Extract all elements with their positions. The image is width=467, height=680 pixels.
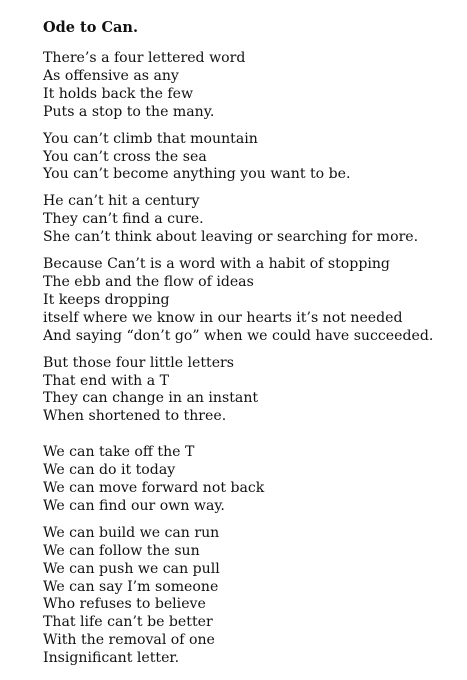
poem-line: We can take off the T bbox=[43, 444, 195, 461]
stanza-4 bbox=[43, 256, 459, 346]
poem-title: Ode to Can. bbox=[43, 19, 138, 36]
stanza-1 bbox=[43, 50, 459, 122]
poem-line: We can push we can pull bbox=[43, 560, 220, 577]
poem-line: That life can’t be better bbox=[43, 614, 213, 631]
poem-line: As offensive as any bbox=[43, 67, 179, 84]
poem-line: You can’t cross the sea bbox=[43, 148, 207, 165]
poem-line: We can find our own way. bbox=[43, 497, 225, 514]
poem-line: We can do it today bbox=[43, 462, 176, 479]
poem-line: The ebb and the flow of ideas bbox=[43, 273, 254, 290]
poem-line: You can’t climb that mountain bbox=[43, 130, 258, 147]
poem-line: Insignificant letter. bbox=[43, 650, 180, 667]
stanza-7 bbox=[43, 525, 459, 668]
stanza-6 bbox=[43, 444, 459, 516]
poem-line: Who refuses to believe bbox=[43, 596, 206, 613]
poem-line: We can move forward not back bbox=[43, 480, 265, 497]
poem-line: They can change in an instant bbox=[43, 390, 259, 407]
poem-line: With the removal of one bbox=[43, 632, 215, 649]
poem-line: And saying “don’t go” when we could have succeeded. bbox=[43, 327, 434, 344]
poem-line: Because Can’t is a word with a habit of stopping bbox=[43, 256, 390, 273]
poem-line: You can’t become anything you want to be. bbox=[43, 166, 351, 183]
stanza-2 bbox=[43, 131, 459, 185]
stanza-3 bbox=[43, 193, 459, 247]
poem-line: When shortened to three. bbox=[43, 408, 227, 425]
poem-line: It keeps dropping bbox=[43, 291, 170, 308]
poem-line: Puts a stop to the many. bbox=[43, 103, 215, 120]
stanza-5 bbox=[43, 355, 459, 427]
poem-line: itself where we know in our hearts it’s not needed bbox=[43, 309, 403, 326]
poem-page bbox=[43, 19, 459, 677]
poem-line: We can say I’m someone bbox=[43, 578, 219, 595]
poem-line: We can build we can run bbox=[43, 524, 220, 541]
poem-line: It holds back the few bbox=[43, 85, 194, 102]
poem-line: She can’t think about leaving or searching for more. bbox=[43, 229, 419, 246]
poem-line: But those four little letters bbox=[43, 354, 235, 371]
poem-line: That end with a T bbox=[43, 372, 170, 389]
poem-line: They can’t find a cure. bbox=[43, 211, 204, 228]
poem-line: We can follow the sun bbox=[43, 542, 200, 559]
poem-line: He can’t hit a century bbox=[43, 193, 200, 210]
poem-line: There’s a four lettered word bbox=[43, 50, 246, 66]
